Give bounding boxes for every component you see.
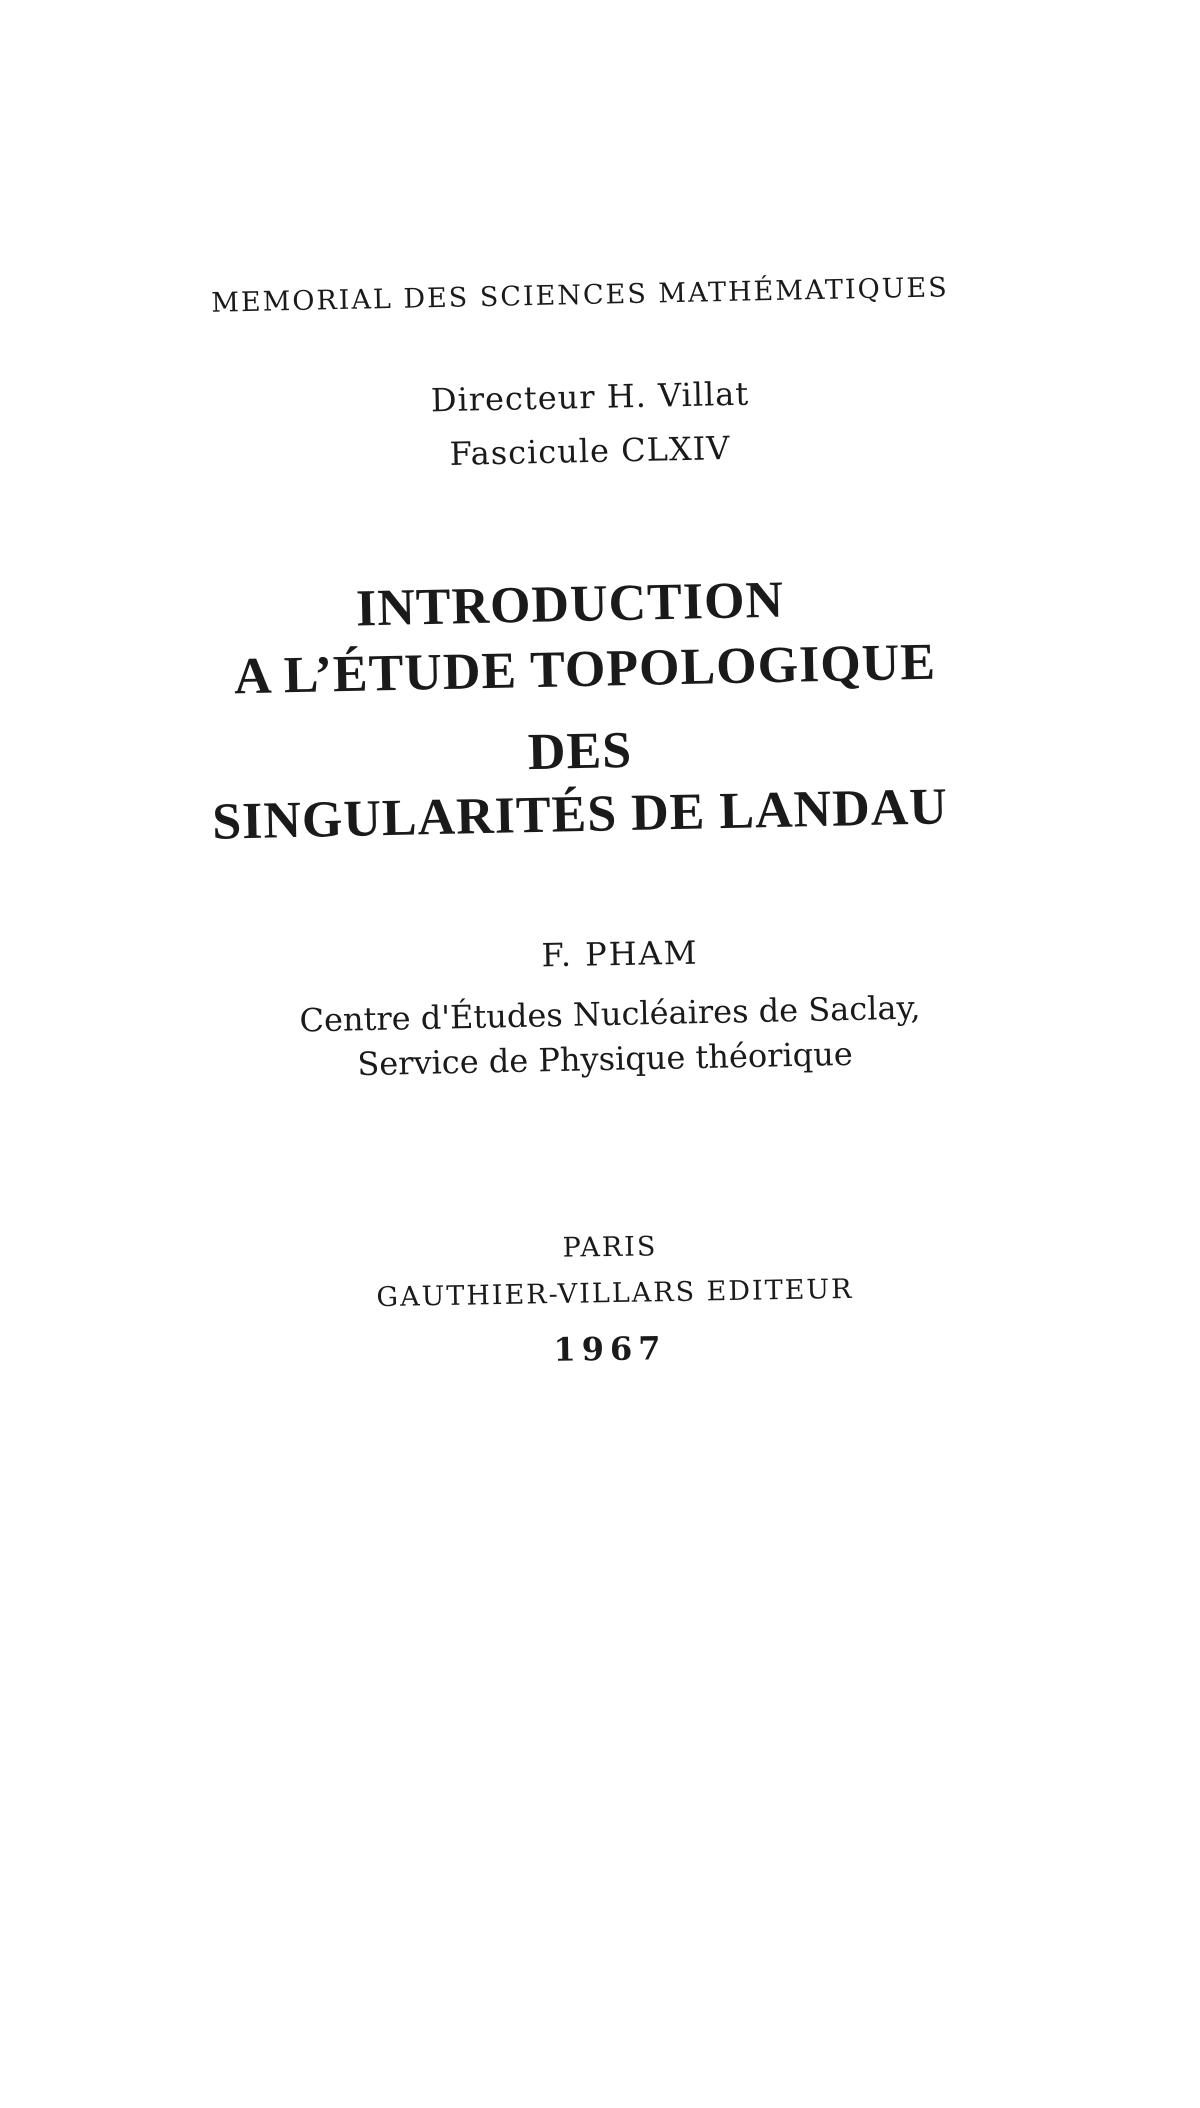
imprint-year: 1967: [553, 1329, 667, 1369]
book-title-line-2: A L’ÉTUDE TOPOLOGIQUE: [233, 633, 937, 706]
author-name: F. PHAM: [541, 933, 699, 975]
author-affiliation-line-1: Centre d'Études Nucléaires de Saclay,: [299, 988, 921, 1040]
series-name: MEMORIAL DES SCIENCES MATHÉMATIQUES: [210, 272, 950, 319]
author-affiliation-line-2: Service de Physique théorique: [356, 1034, 854, 1084]
series-director: Directeur H. Villat: [430, 374, 750, 420]
imprint-city: PARIS: [562, 1231, 658, 1264]
book-title-line-3: DES: [527, 721, 633, 782]
book-title-line-1: INTRODUCTION: [355, 571, 785, 638]
book-title-line-4: SINGULARITÉS DE LANDAU: [211, 778, 949, 851]
fascicule-number: Fascicule CLXIV: [449, 429, 731, 473]
imprint-publisher: GAUTHIER-VILLARS EDITEUR: [376, 1273, 854, 1314]
